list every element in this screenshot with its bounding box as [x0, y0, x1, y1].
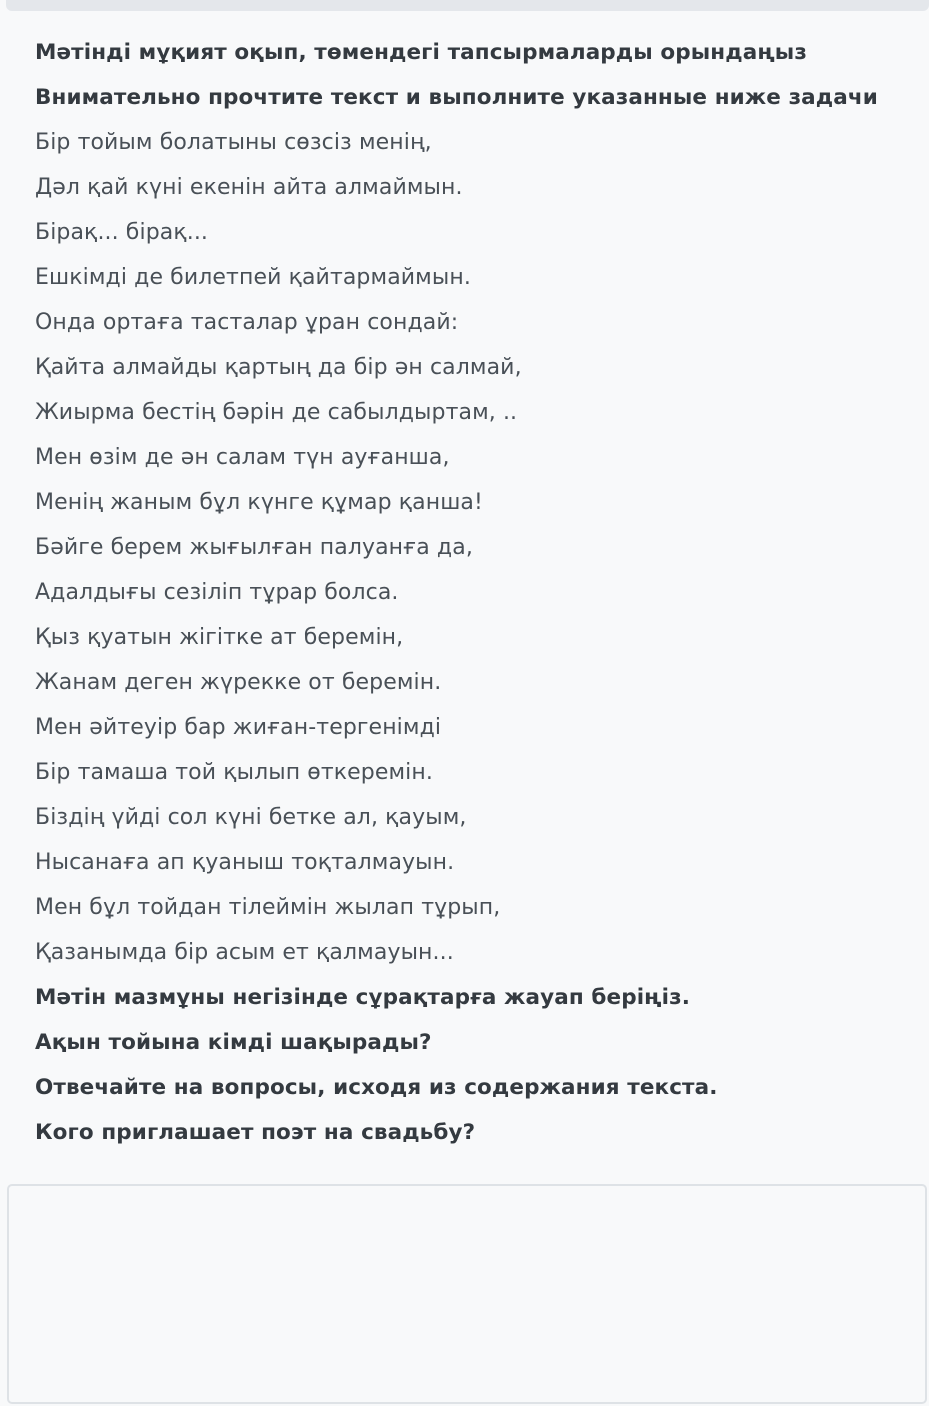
poem	[35, 120, 915, 975]
answer-input[interactable]	[9, 1186, 925, 1402]
poem-line: Адалдығы сезіліп тұрар болса.	[35, 580, 399, 605]
poem-line: Жанам деген жүрекке от беремін.	[35, 670, 442, 695]
poem-line: Бір тойым болатыны сөзсіз менің,	[35, 130, 432, 155]
poem-line: Қазанымда бір асым ет қалмауын...	[35, 940, 454, 965]
poem-line: Жиырма бестің бәрін де сабылдыртам, ..	[35, 400, 518, 425]
poem-line: Дәл қай күні екенін айта алмаймын.	[35, 175, 463, 200]
poem-line: Біздің үйді сол күні бетке ал, қауым,	[35, 805, 467, 830]
poem-line: Бірақ... бірақ...	[35, 220, 209, 245]
poem-line: Бәйге берем жығылған палуанға да,	[35, 535, 473, 560]
poem-line: Мен өзім де ән салам түн ауғанша,	[35, 445, 450, 470]
poem-line: Менің жаным бұл күнге құмар қанша!	[35, 490, 483, 515]
heading-russian: Внимательно прочтите текст и выполните указанные ниже задачи	[35, 85, 878, 110]
question-text	[35, 30, 915, 1155]
poem-line: Онда ортаға тасталар ұран сондай:	[35, 310, 459, 335]
poem-line: Нысанаға ап қуаныш тоқталмауын.	[35, 850, 455, 875]
poem-line: Бір тамаша той қылып өткеремін.	[35, 760, 433, 785]
instruction-kazakh: Мәтін мазмұны негізінде сұрақтарға жауап беріңіз.	[35, 985, 690, 1010]
instruction-russian: Отвечайте на вопросы, исходя из содержания текста.	[35, 1075, 718, 1100]
heading-kazakh: Мәтінді мұқият оқып, төмендегі тапсырмаларды орындаңыз	[35, 40, 807, 65]
previous-question-card-edge	[6, 0, 929, 11]
poem-line: Мен бұл тойдан тілеймін жылап тұрып,	[35, 895, 501, 920]
poem-line: Ешкімді де билетпей қайтармаймын.	[35, 265, 471, 290]
answer-box[interactable]	[7, 1184, 927, 1404]
poem-line: Мен әйтеуір бар жиған-тергенімді	[35, 715, 442, 740]
question-kazakh: Ақын тойына кімді шақырады?	[35, 1030, 432, 1055]
poem-line: Қайта алмайды қартың да бір ән салмай,	[35, 355, 522, 380]
question-russian: Кого приглашает поэт на свадьбу?	[35, 1120, 476, 1145]
poem-line: Қыз қуатын жігітке ат беремін,	[35, 625, 404, 650]
